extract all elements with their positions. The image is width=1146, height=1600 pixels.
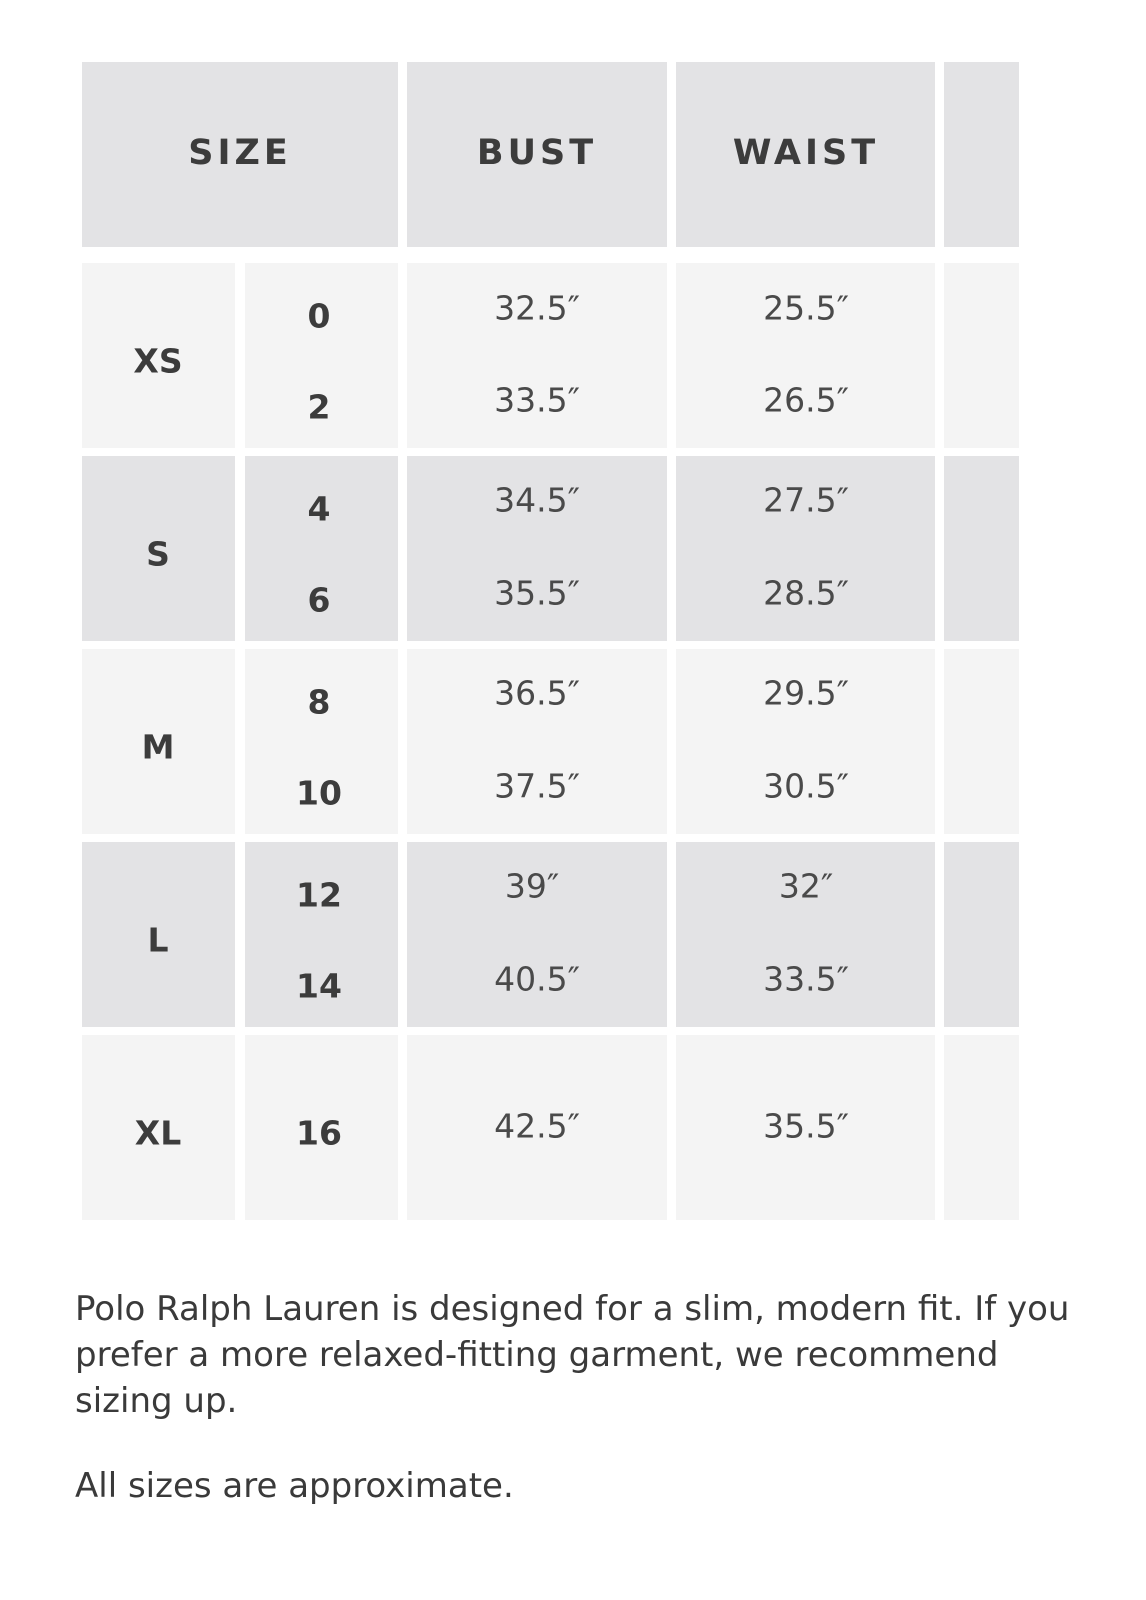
row-m-waist-2: 30.5″ [763,766,849,806]
row-xs-waist-1: 25.5″ [763,288,849,328]
header-waist-label: WAIST [732,133,880,173]
row-l-bust-2: 40.5″ [494,959,580,999]
row-xl-waist-1: 35.5″ [763,1106,849,1146]
row-l-size-1: 12 [296,875,342,915]
row-l-waist-2: 33.5″ [763,959,849,999]
row-s-size-1: 4 [307,489,331,529]
row-m-bust-2: 37.5″ [494,766,580,806]
row-xs-bust-2: 33.5″ [494,380,580,420]
row-xs-extra-cell [944,263,1019,448]
row-s-extra-cell [944,456,1019,641]
row-xl-label: XL [134,1113,182,1153]
row-s-bust-2: 35.5″ [494,573,580,613]
row-xl-extra-cell [944,1035,1019,1220]
row-m-bust-1: 36.5″ [494,673,580,713]
row-l-label: L [147,920,169,960]
row-m-label: M [141,727,175,767]
row-m-waist-1: 29.5″ [763,673,849,713]
row-l-bust-1: 39″ [504,866,560,906]
row-m-extra-cell [944,649,1019,834]
row-xs-label: XS [133,341,183,381]
row-xs-size-1: 0 [307,296,331,336]
row-xs-bust-1: 32.5″ [494,288,580,328]
row-m-size-2: 10 [296,773,342,813]
row-m-size-1: 8 [307,682,331,722]
row-xl-size-1: 16 [296,1113,342,1153]
row-l-extra-cell [944,842,1019,1027]
row-s-waist-2: 28.5″ [763,573,849,613]
header-bust-label: BUST [476,133,598,173]
header-size-label: SIZE [188,133,292,173]
header-extra-cell [944,62,1019,247]
row-xs-waist-2: 26.5″ [763,380,849,420]
approximate-note: All sizes are approximate. [75,1466,514,1506]
row-s-label: S [146,534,170,574]
row-l-waist-1: 32″ [778,866,834,906]
fit-note: Polo Ralph Lauren is designed for a slim, modern fit. If you prefer a more relaxed-fitting garment, we recommend sizing up. [75,1289,1070,1421]
row-s-bust-1: 34.5″ [494,480,580,520]
row-xs-size-2: 2 [307,387,331,427]
row-l-size-2: 14 [296,966,342,1006]
row-s-waist-1: 27.5″ [763,480,849,520]
row-xl-bust-1: 42.5″ [494,1106,580,1146]
row-s-size-2: 6 [307,580,331,620]
